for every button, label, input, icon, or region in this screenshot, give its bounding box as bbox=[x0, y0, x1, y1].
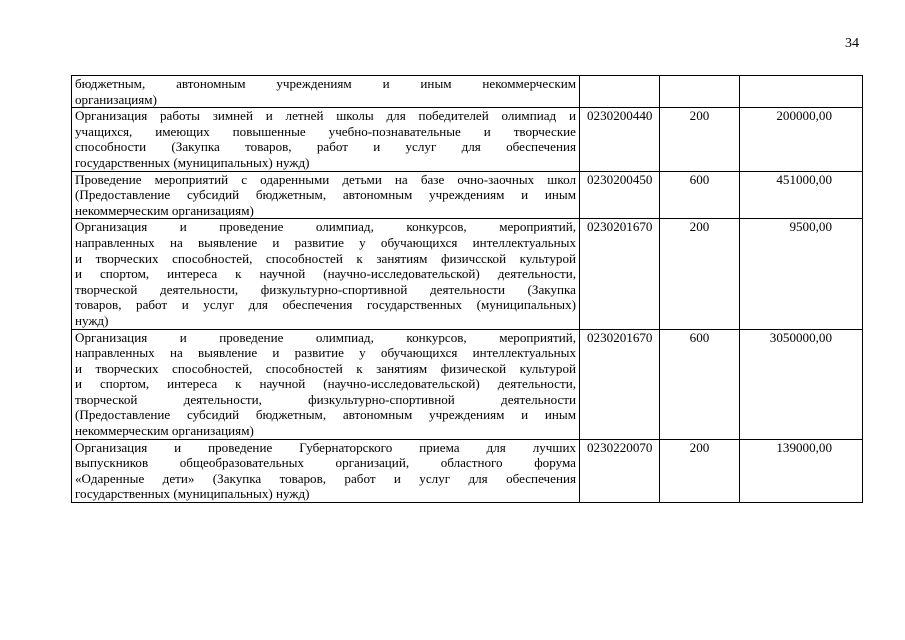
description-line: «Одаренные дети» (Закупка товаров, работ и услуг для обеспечения bbox=[75, 470, 576, 486]
expense-description bbox=[72, 171, 580, 219]
description-line: товаров, работ и услуг для обеспечения государственных (муниципальных) bbox=[75, 297, 576, 313]
amount-value: 200000,00 bbox=[740, 108, 863, 171]
expense-type-code: 200 bbox=[660, 219, 740, 329]
description-line: Организация и проведение олимпиад, конкурсов, мероприятий, bbox=[75, 219, 576, 235]
expense-description bbox=[72, 108, 580, 171]
table-row bbox=[72, 108, 863, 171]
amount-value: 3050000,00 bbox=[740, 329, 863, 439]
amount-value: 9500,00 bbox=[740, 219, 863, 329]
description-line: и творческих способностей, способностей к занятиям физичсской культурой bbox=[75, 250, 576, 266]
description-line: и творческих способностей, способностей к занятиям физической культурой bbox=[75, 360, 576, 376]
expense-description bbox=[72, 219, 580, 329]
description-line: Организация и проведение олимпиад, конкурсов, мероприятий, bbox=[75, 329, 576, 345]
budget-code bbox=[580, 76, 660, 108]
description-line: организациям) bbox=[75, 91, 157, 107]
page-number: 34 bbox=[845, 36, 859, 51]
description-line: способности (Закупка товаров, работ и услуг для обеспечения bbox=[75, 139, 576, 155]
description-line: бюджетным, автономным учреждениям и иным некоммерческим bbox=[75, 76, 576, 91]
expense-type-code: 600 bbox=[660, 171, 740, 219]
description-line: и спортом, интереса к научной (научно-исследовательской) деятельности, bbox=[75, 376, 576, 392]
description-line: государственных (муниципальных) нужд) bbox=[75, 486, 310, 502]
description-line: и спортом, интереса к научной (научно-исследовательской) деятельности, bbox=[75, 266, 576, 282]
description-line: направленных на выявление и развитие у обучающихся интеллектуальных bbox=[75, 234, 576, 250]
description-line: (Предоставление субсидий бюджетным, автономным учреждениям и иным bbox=[75, 407, 576, 423]
expense-type-code: 600 bbox=[660, 329, 740, 439]
description-line: нужд) bbox=[75, 312, 109, 328]
description-line: некоммерческим организациям) bbox=[75, 423, 254, 439]
description-line: учащихся, имеющих повышенные учебно-познавательные и творческие bbox=[75, 123, 576, 139]
description-line: Организация работы зимней и летней школы для победителей олимпиад и bbox=[75, 108, 576, 124]
table-row bbox=[72, 219, 863, 329]
expense-type-code: 200 bbox=[660, 439, 740, 502]
description-line: выпускников общеобразовательных организаций, областного форума bbox=[75, 455, 576, 471]
table-row bbox=[72, 439, 863, 502]
description-line: творческой деятельности, физкультурно-спортивной деятельности bbox=[75, 391, 576, 407]
description-line: государственных (муниципальных) нужд) bbox=[75, 154, 310, 170]
expense-description bbox=[72, 76, 580, 108]
budget-table bbox=[71, 75, 863, 503]
description-line: некоммерческим организациям) bbox=[75, 202, 254, 218]
description-line: творческой деятельности, физкультурно-спортивной деятельности (Закупка bbox=[75, 281, 576, 297]
description-line: Проведение мероприятий с одаренными детьми на базе очно-заочных школ bbox=[75, 171, 576, 187]
amount-value: 139000,00 bbox=[740, 439, 863, 502]
budget-code: 0230201670 bbox=[580, 219, 660, 329]
description-line: (Предоставление субсидий бюджетным, автономным учреждениям и иным bbox=[75, 187, 576, 203]
budget-code: 0230200450 bbox=[580, 171, 660, 219]
budget-code: 0230220070 bbox=[580, 439, 660, 502]
budget-code: 0230200440 bbox=[580, 108, 660, 171]
expense-description bbox=[72, 329, 580, 439]
table-row bbox=[72, 76, 863, 108]
table-row bbox=[72, 329, 863, 439]
description-line: направленных на выявление и развитие у обучающихся интеллектуальных bbox=[75, 345, 576, 361]
expense-description bbox=[72, 439, 580, 502]
amount-value bbox=[740, 76, 863, 108]
description-line: Организация и проведение Губернаторского приема для лучших bbox=[75, 439, 576, 455]
table-row bbox=[72, 171, 863, 219]
expense-type-code bbox=[660, 76, 740, 108]
amount-value: 451000,00 bbox=[740, 171, 863, 219]
expense-type-code: 200 bbox=[660, 108, 740, 171]
budget-table-body bbox=[72, 76, 863, 503]
budget-code: 0230201670 bbox=[580, 329, 660, 439]
